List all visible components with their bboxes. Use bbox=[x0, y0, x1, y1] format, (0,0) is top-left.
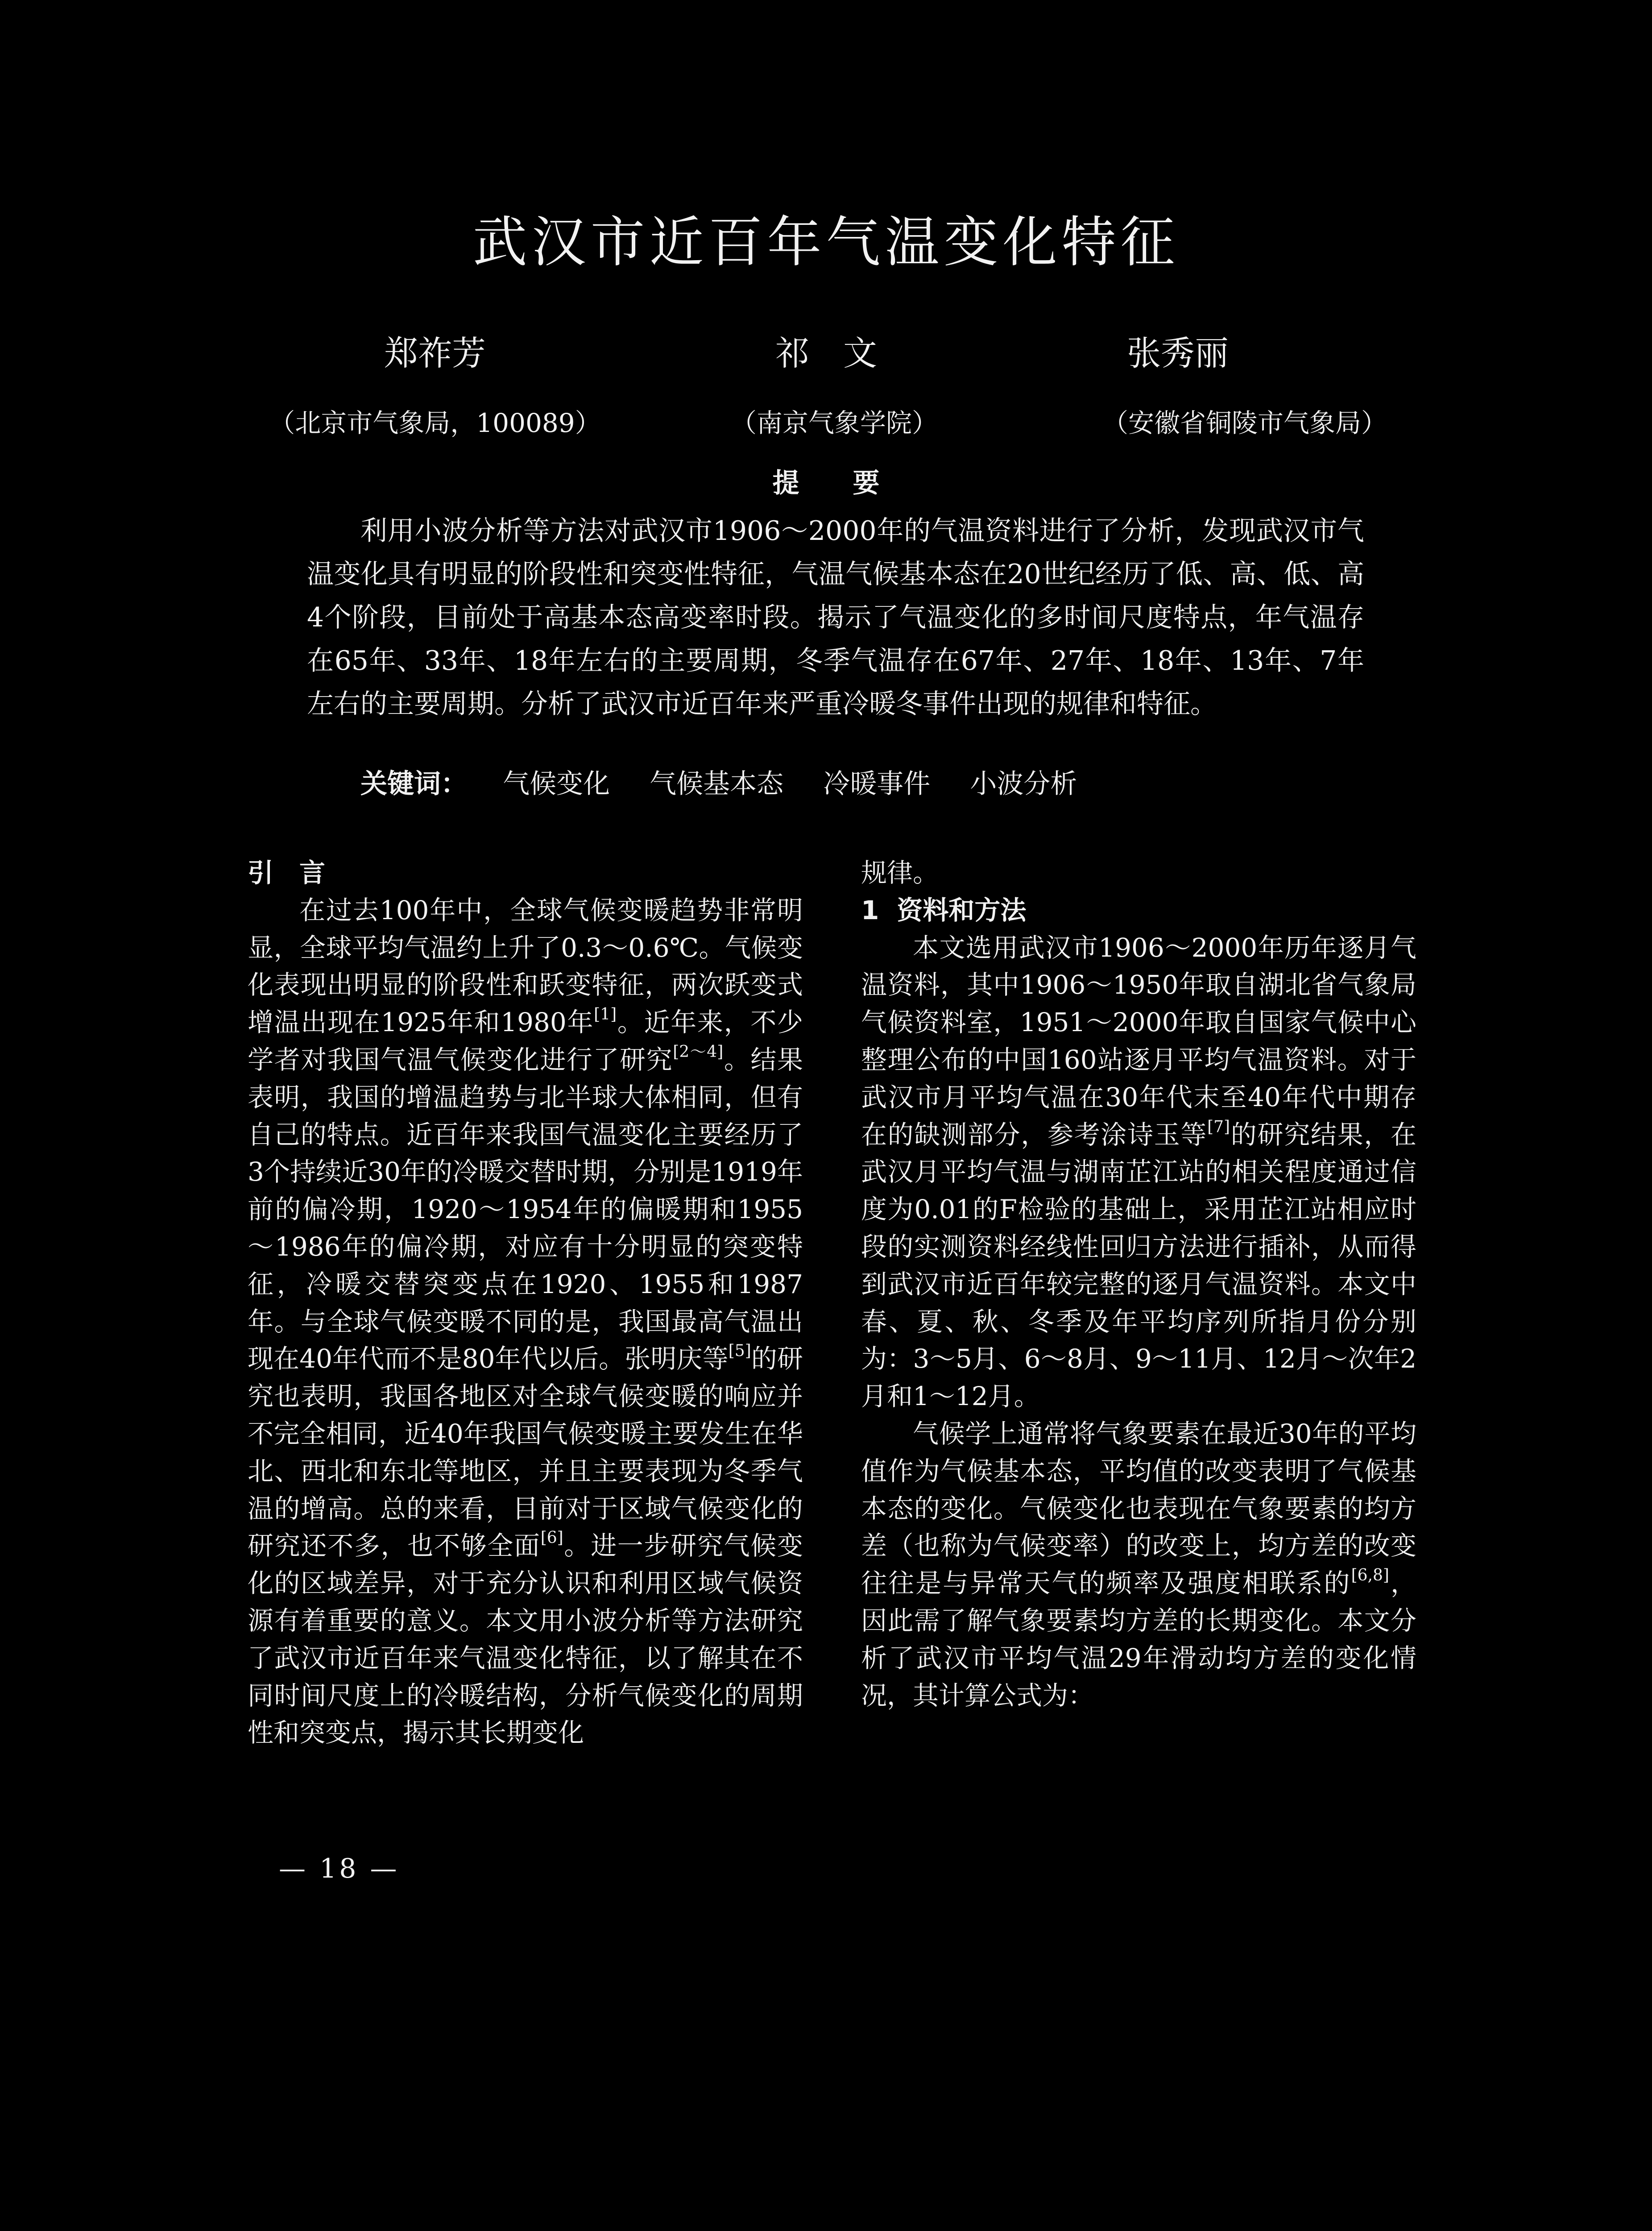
citation: [5] bbox=[728, 1342, 751, 1360]
paper-title: 武汉市近百年气温变化特征 bbox=[472, 211, 1180, 274]
author-1-name: 郑祚芳 bbox=[384, 333, 486, 373]
citation: [6] bbox=[540, 1529, 563, 1547]
citation: [7] bbox=[1207, 1117, 1230, 1136]
author-2-affiliation: （南京气象学院） bbox=[730, 408, 938, 438]
abstract-text: 利用小波分析等方法对武汉市1906～2000年的气温资料进行了分析，发现武汉市气温变化具有明显的阶段性和突变性特征，气温气候基本态在20世纪经历了低、高、低、高4个阶段，目前处于高基本态高变率时段。揭示了气温变化的多时间尺度特点，年气温存在65年、33年、18年左右的主要周期，冬季气温存在67年、27年、18年、13年、7年左右的主要周期。分析了武汉市近百年来严重冷暖冬事件出现的规律和特征。 bbox=[307, 515, 1364, 720]
left-column bbox=[248, 854, 803, 1752]
citation: [2～4] bbox=[673, 1042, 724, 1061]
keyword: 气候基本态 bbox=[650, 768, 784, 800]
section-1-heading bbox=[861, 892, 1416, 929]
section-title: 资料和方法 bbox=[897, 895, 1027, 925]
keywords-line bbox=[360, 764, 1108, 804]
section-1-paragraph-2: 气候学上通常将气象要素在最近30年的平均值作为气候基本态，平均值的改变表明了气候基本态的变化。气候变化也表现在气象要素的均方差（也称为气候变率）的改变上，均方差的改变往往是与异常天气的频率及强度相联系的[6,8]，因此需了解气象要素均方差的长期变化。本文分析了武汉市平均气温29年滑动均方差的变化情况，其计算公式为： bbox=[861, 1418, 1416, 1711]
citation: [6,8] bbox=[1351, 1566, 1389, 1585]
keyword: 气候变化 bbox=[503, 768, 610, 800]
section-number: 1 bbox=[861, 895, 879, 925]
citation: [1] bbox=[594, 1005, 617, 1024]
intro-heading: 引 言 bbox=[248, 858, 326, 888]
intro-paragraph-continued: 规律。 bbox=[861, 858, 939, 888]
author-3-affiliation: （安徽省铜陵市气象局） bbox=[1102, 408, 1387, 438]
section-1-paragraph-1: 本文选用武汉市1906～2000年历年逐月气温资料，其中1906～1950年取自湖北省气象局气候资料室，1951～2000年取自国家气候中心整理公布的中国160站逐月平均气温资料。对于武汉市月平均气温在30年代末至40年代中期存在的缺测部分，参考涂诗玉等[7]的研究结果，在武汉月平均气温与湖南芷江站的相关程度通过信度为0.01的F检验的基础上，采用芷江站相应时段的实测资料经线性回归方法进行插补，从而得到武汉市近百年较完整的逐月气温资料。本文中春、夏、秋、冬季及年平均序列所指月份分别为：3～5月、6～8月、9～11月、12月～次年2月和1～12月。 bbox=[861, 932, 1416, 1412]
keywords-label: 关键词： bbox=[360, 768, 468, 800]
author-2-name: 祁 文 bbox=[775, 333, 877, 373]
abstract-heading: 提要 bbox=[772, 468, 933, 499]
keyword: 冷暖事件 bbox=[823, 768, 931, 800]
keyword: 小波分析 bbox=[970, 768, 1077, 800]
right-column bbox=[861, 854, 1416, 1714]
author-3-name: 张秀丽 bbox=[1127, 333, 1229, 373]
page-number: — 18 — bbox=[279, 1853, 400, 1884]
intro-paragraph: 在过去100年中，全球气候变暖趋势非常明显，全球平均气温约上升了0.3～0.6℃。气候变化表现出明显的阶段性和跃变特征，两次跃变式增温出现在1925年和1980年[1]。近年来，不少学者对我国气温气候变化进行了研究[2～4]。结果表明，我国的增温趋势与北半球大体相同，但有自己的特点。近百年来我国气温变化主要经历了3个持续近30年的冷暖交替时期，分别是1919年前的偏冷期，1920～1954年的偏暖期和1955～1986年的偏冷期，对应有十分明显的突变特征，冷暖交替突变点在1920、1955和1987年。与全球气候变暖不同的是，我国最高气温出现在40年代而不是80年代以后。张明庆等[5]的研究也表明，我国各地区对全球气候变暖的响应并不完全相同，近40年我国气候变暖主要发生在华北、西北和东北等地区，并且主要表现为冬季气温的增高。总的来看，目前对于区域气候变化的研究还不多，也不够全面[6]。进一步研究气候变化的区域差异，对于充分认识和利用区域气候资源有着重要的意义。本文用小波分析等方法研究了武汉市近百年来气温变化特征，以了解其在不同时间尺度上的冷暖结构，分析气候变化的周期性和突变点，揭示其长期变化 bbox=[248, 895, 803, 1748]
author-1-affiliation: （北京市气象局，100089） bbox=[269, 408, 601, 438]
